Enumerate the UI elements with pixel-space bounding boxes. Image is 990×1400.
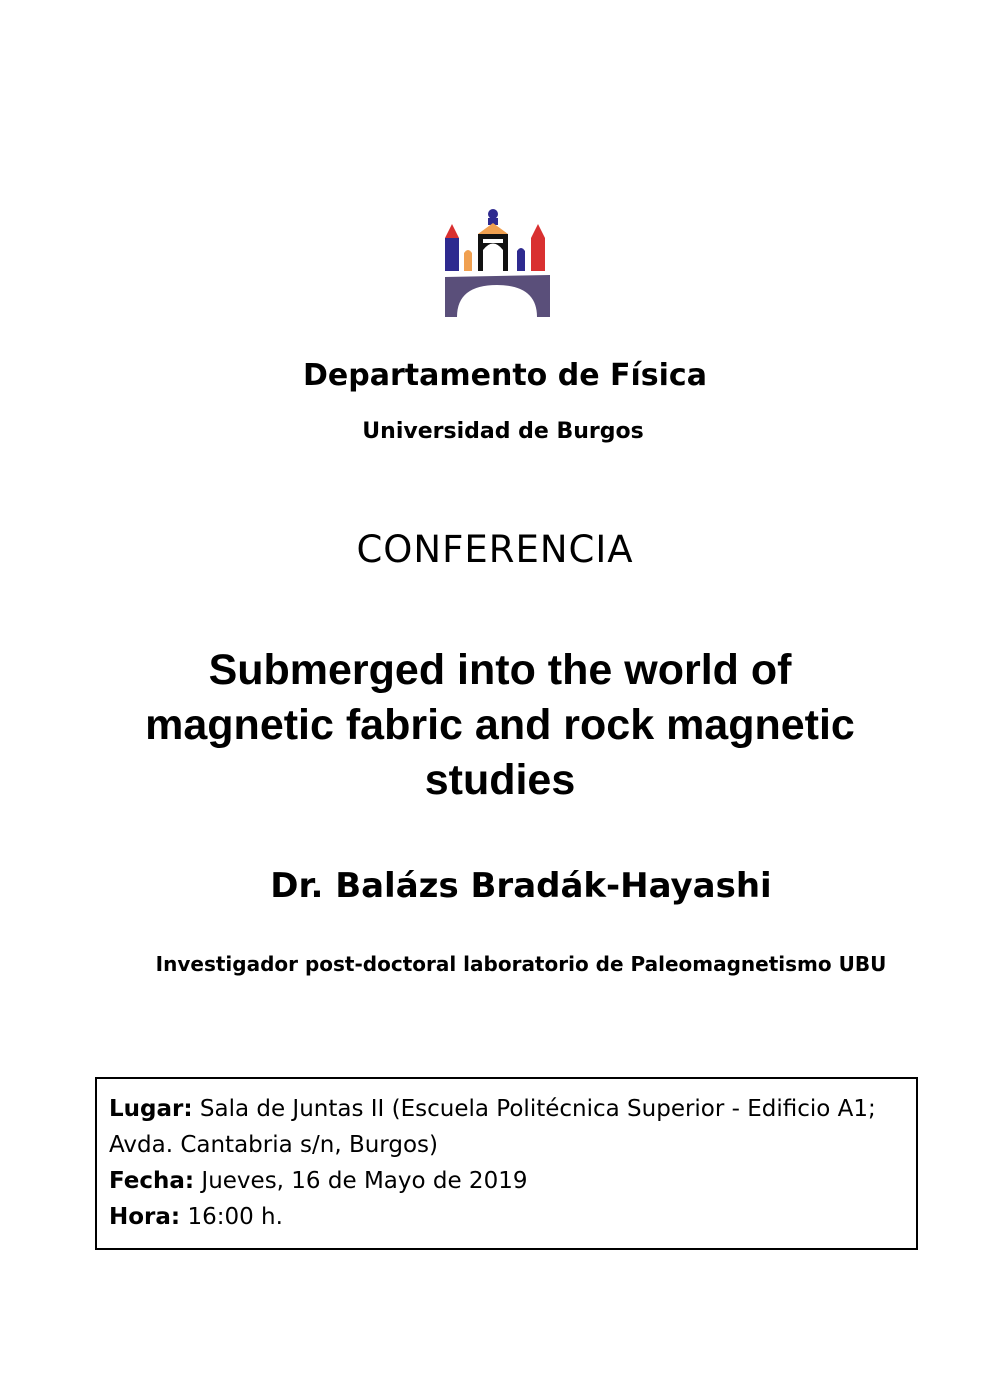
talk-title-line: studies (424, 756, 576, 804)
university-logo-icon (440, 205, 555, 320)
date-line (109, 1163, 904, 1199)
speaker-name: Dr. Balázs Bradák-Hayashi (270, 866, 772, 906)
time-label: Hora: (109, 1204, 181, 1230)
talk-title-line: magnetic fabric and rock magnetic (145, 701, 855, 749)
talk-title-line: Submerged into the world of (208, 646, 792, 694)
speaker-affiliation: Investigador post-doctoral laboratorio de Paleomagnetismo UBU (155, 952, 887, 976)
date-label: Fecha: (109, 1168, 195, 1194)
place-label: Lugar: (109, 1096, 193, 1122)
date-value: Jueves, 16 de Mayo de 2019 (201, 1168, 528, 1194)
university-name: Universidad de Burgos (362, 419, 644, 444)
place-line-continued: Avda. Cantabria s/n, Burgos) (109, 1132, 438, 1158)
place-line (109, 1091, 904, 1127)
event-details-box (95, 1077, 918, 1250)
department-name: Departamento de Física (303, 358, 707, 393)
event-type: CONFERENCIA (356, 528, 634, 571)
talk-title (5, 643, 990, 808)
time-value: 16:00 h. (187, 1204, 283, 1230)
time-line (109, 1199, 904, 1235)
place-value: Sala de Juntas II (Escuela Politécnica Superior - Edificio A1; (199, 1096, 876, 1122)
